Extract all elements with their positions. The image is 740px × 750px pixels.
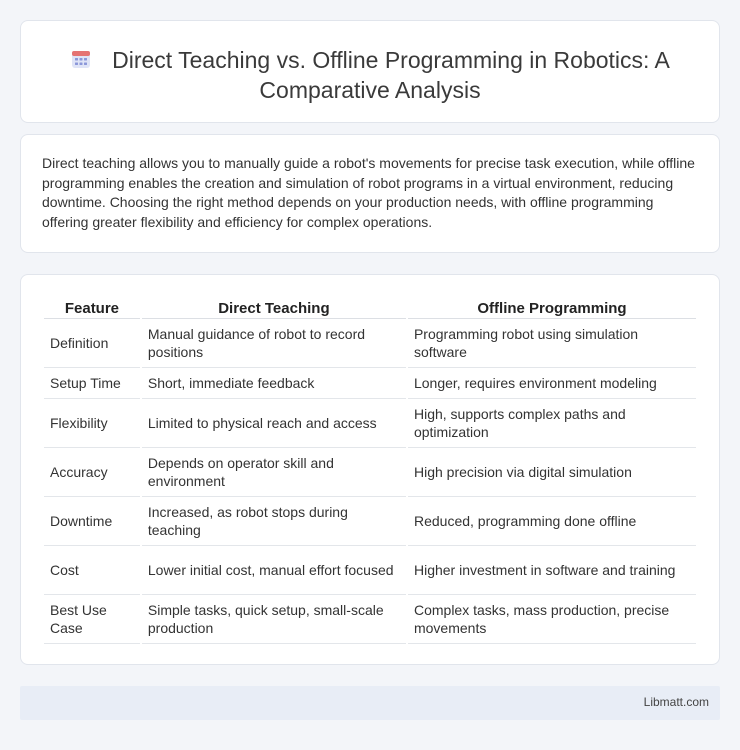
table-row	[44, 448, 696, 497]
direct-teaching-cell: Depends on operator skill and environment	[142, 448, 406, 497]
offline-programming-cell: High, supports complex paths and optimization	[408, 399, 696, 448]
comparison-table	[42, 294, 698, 644]
comparison-table-card	[20, 274, 720, 665]
feature-cell: Best Use Case	[44, 595, 140, 644]
feature-cell: Definition	[44, 319, 140, 368]
feature-cell: Setup Time	[44, 368, 140, 399]
table-row	[44, 399, 696, 448]
feature-cell: Downtime	[44, 497, 140, 546]
column-header-offline-programming: Offline Programming	[408, 294, 696, 319]
direct-teaching-cell: Lower initial cost, manual effort focused	[142, 546, 406, 595]
page-title: Direct Teaching vs. Offline Programming in Robotics: A Comparative Analysis	[112, 47, 670, 103]
direct-teaching-cell: Limited to physical reach and access	[142, 399, 406, 448]
summary-text: Direct teaching allows you to manually guide a robot's movements for precise task execution, while offline programming enables the creation and simulation of robot programs in a virtual environment, reducing downtime. Choosing the right method depends on your production needs, with offline programming offering greater flexibility and efficiency for complex operations.	[42, 155, 695, 230]
table-row	[44, 497, 696, 546]
feature-cell: Cost	[44, 546, 140, 595]
direct-teaching-cell: Simple tasks, quick setup, small-scale production	[142, 595, 406, 644]
offline-programming-cell: Higher investment in software and training	[408, 546, 696, 595]
calendar-grid-icon	[70, 48, 92, 70]
table-row	[44, 546, 696, 595]
table-row	[44, 368, 696, 399]
feature-cell: Accuracy	[44, 448, 140, 497]
column-header-direct-teaching: Direct Teaching	[142, 294, 406, 319]
table-row	[44, 595, 696, 644]
page-title-wrap	[21, 45, 719, 105]
footer-bar	[20, 686, 720, 720]
table-row	[44, 319, 696, 368]
title-card	[20, 20, 720, 123]
feature-cell: Flexibility	[44, 399, 140, 448]
footer-brand-link[interactable]: Libmatt.com	[643, 695, 709, 709]
direct-teaching-cell: Manual guidance of robot to record positions	[142, 319, 406, 368]
column-header-feature: Feature	[44, 294, 140, 319]
offline-programming-cell: Programming robot using simulation software	[408, 319, 696, 368]
summary-card	[20, 134, 720, 253]
direct-teaching-cell: Increased, as robot stops during teaching	[142, 497, 406, 546]
table-header-row	[44, 294, 696, 319]
direct-teaching-cell: Short, immediate feedback	[142, 368, 406, 399]
offline-programming-cell: Complex tasks, mass production, precise movements	[408, 595, 696, 644]
offline-programming-cell: Reduced, programming done offline	[408, 497, 696, 546]
offline-programming-cell: High precision via digital simulation	[408, 448, 696, 497]
offline-programming-cell: Longer, requires environment modeling	[408, 368, 696, 399]
